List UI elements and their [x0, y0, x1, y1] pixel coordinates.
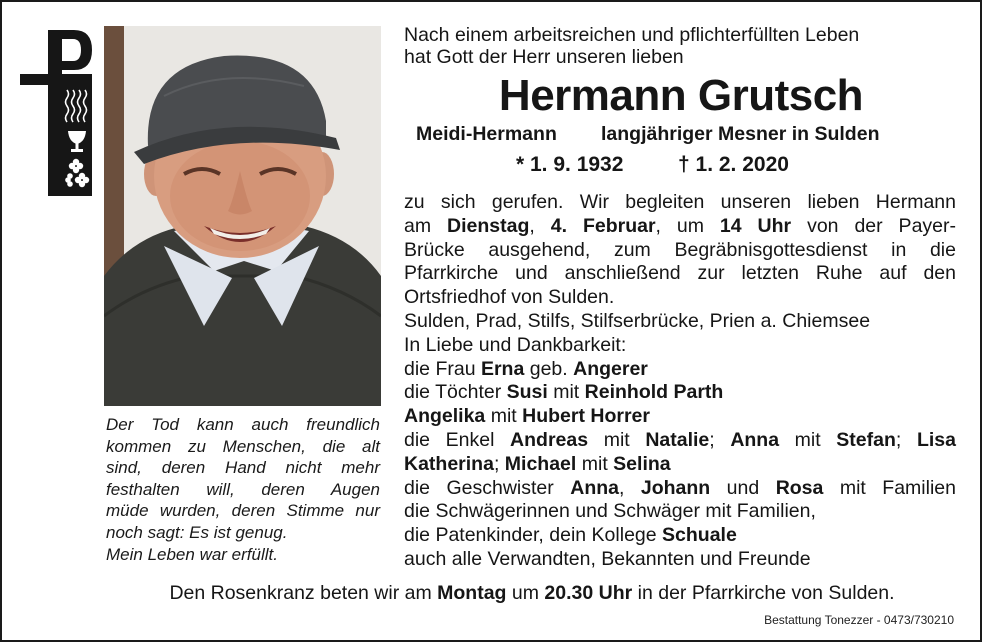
quote-line: kommen zu Menschen, die alt: [106, 436, 380, 456]
chi-rho-cross-icon: [20, 28, 100, 198]
mourner-inlaws: die Schwägerinnen und Schwäger mit Familien,: [404, 500, 816, 523]
role: langjähriger Mesner in Sulden: [601, 123, 880, 145]
quote-line: Der Tod kann auch freundlich: [106, 415, 380, 434]
funeral-time: 14 Uhr: [719, 214, 792, 237]
funeral-day: Dienstag: [447, 214, 530, 237]
funeral-line: am Dienstag, 4. Februar, um 14 Uhr von der Payer-: [404, 214, 956, 237]
mourner-daughter-2: Angelika mit Hubert Horrer: [404, 405, 650, 428]
portrait-photo: [104, 26, 381, 406]
intro-line-1: Nach einem arbeitsreichen und pflichterfüllten Leben: [404, 24, 860, 46]
memorial-quote: [106, 414, 380, 565]
quote-line: noch sagt: Es ist genug.: [106, 522, 288, 542]
funeral-line: Pfarrkirche und anschließend zur letzten Ruhe auf den: [404, 262, 956, 285]
funeral-home-credit: Bestattung Tonezzer - 0473/730210: [764, 613, 954, 627]
announcement-body: [404, 191, 956, 572]
rosary-notice: Den Rosenkranz beten wir am Montag um 20.30 Uhr in der Pfarrkirche von Sulden.: [169, 582, 895, 604]
quote-line: sind, deren Hand nicht mehr: [106, 458, 380, 478]
mourner-siblings: die Geschwister Anna, Johann und Rosa mit Familien: [404, 476, 956, 499]
nickname: Meidi-Hermann: [416, 123, 557, 145]
funeral-line: Brücke ausgehend, zum Begräbnisgottesdienst in die: [404, 238, 956, 261]
mourner-others: auch alle Verwandten, Bekannten und Freunde: [404, 547, 811, 570]
gratitude-line: In Liebe und Dankbarkeit:: [404, 333, 627, 356]
places: Sulden, Prad, Stilfs, Stilfserbrücke, Prien a. Chiemsee: [404, 309, 871, 332]
mourner-grandchildren-2: Katherina; Michael mit Selina: [404, 452, 671, 475]
mourner-wife: die Frau Erna geb. Angerer: [404, 357, 648, 380]
death-date: † 1. 2. 2020: [678, 153, 789, 176]
funeral-line: zu sich gerufen. Wir begleiten unseren lieben Hermann: [404, 191, 956, 213]
mourner-grandchildren: die Enkel Andreas mit Natalie; Anna mit Stefan; Lisa: [404, 428, 956, 451]
birth-date: * 1. 9. 1932: [516, 153, 624, 176]
funeral-line: Ortsfriedhof von Sulden.: [404, 286, 615, 309]
deceased-name: Hermann Grutsch: [498, 71, 864, 120]
funeral-date: 4. Februar: [550, 214, 656, 237]
intro-line-2: hat Gott der Herr unseren lieben: [404, 46, 684, 68]
mourner-godchildren: die Patenkinder, dein Kollege Schuale: [404, 524, 737, 547]
mourner-daughters: die Töchter Susi mit Reinhold Parth: [404, 381, 724, 404]
quote-line: Mein Leben war erfüllt.: [106, 544, 278, 564]
quote-line: müde wurden, deren Stimme nur: [106, 501, 380, 521]
quote-line: festhalten will, deren Augen: [106, 479, 380, 499]
